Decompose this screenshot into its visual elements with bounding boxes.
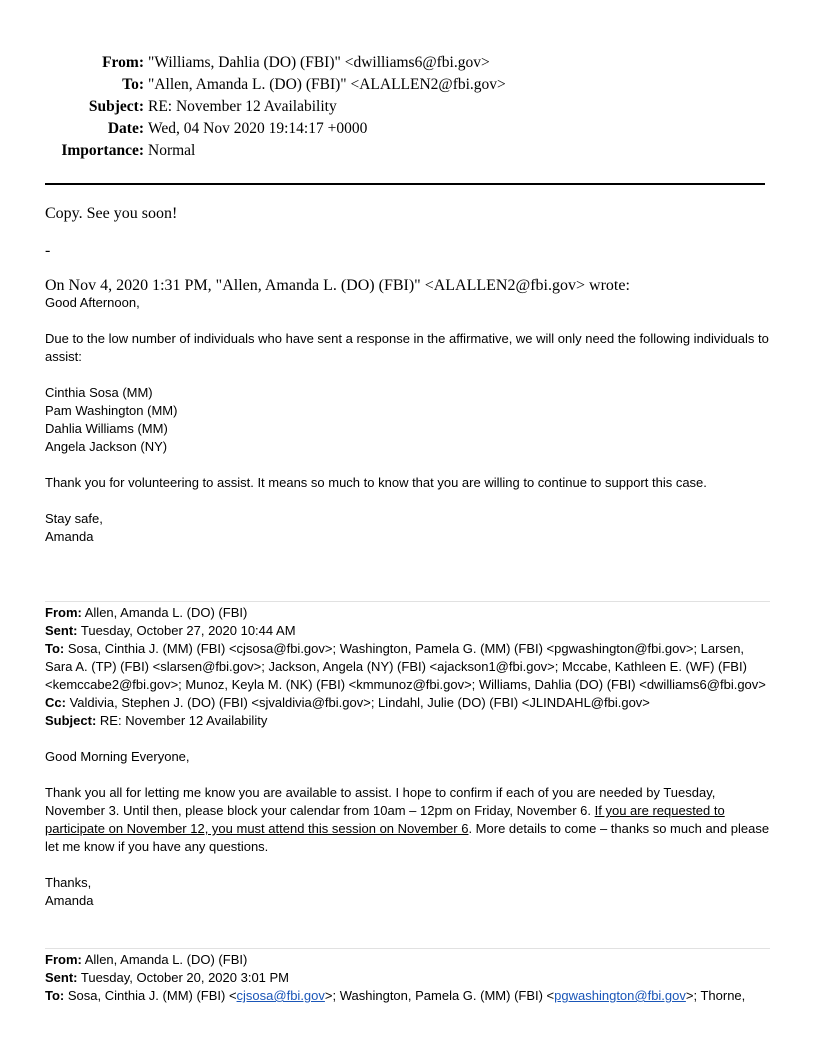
quote-intro: On Nov 4, 2020 1:31 PM, "Allen, Amanda L. (DO) (FBI)" <ALALLEN2@fbi.gov> wrote:	[45, 277, 630, 294]
msg2-signature: Amanda	[45, 893, 94, 908]
msg2-from-row	[45, 604, 770, 622]
msg2-sent-value: Tuesday, October 27, 2020 10:44 AM	[80, 623, 296, 638]
quoted-greeting: Good Afternoon,	[45, 295, 140, 310]
msg3-to-suffix: >; Thorne,	[685, 988, 746, 1003]
msg2-subject-value: RE: November 12 Availability	[99, 713, 268, 728]
assist-name-3: Dahlia Williams (MM)	[45, 421, 168, 436]
assist-name-2: Pam Washington (MM)	[45, 403, 178, 418]
assist-name-4: Angela Jackson (NY)	[45, 439, 168, 454]
assist-name-1: Cinthia Sosa (MM)	[45, 385, 153, 400]
msg3-from-row	[45, 951, 770, 969]
quoted-signature: Amanda	[45, 529, 94, 544]
from-label: From:	[102, 54, 144, 71]
quoted-paragraph-1: Due to the low number of individuals who have sent a response in the affirmative, we will only need the following individuals to assist:	[45, 331, 769, 364]
msg2-sent-label: Sent:	[45, 623, 78, 638]
importance-label: Importance:	[61, 142, 144, 159]
importance-value: Normal	[148, 142, 196, 159]
to-label: To:	[122, 76, 144, 93]
header-divider	[45, 183, 765, 185]
msg2-cc-value: Valdivia, Stephen J. (DO) (FBI) <sjvaldivia@fbi.gov>; Lindahl, Julie (DO) (FBI) <JLINDAHL@fbi.gov>	[69, 695, 650, 710]
subject-value: RE: November 12 Availability	[148, 98, 337, 115]
msg3-from-label: From:	[45, 952, 82, 967]
message-3	[45, 951, 770, 1005]
reply-dash: -	[45, 242, 51, 259]
date-label: Date:	[107, 120, 144, 137]
from-value: "Williams, Dahlia (DO) (FBI)" <dwilliams6@fbi.gov>	[148, 54, 490, 71]
msg2-paragraph-underlined: If you are requested to participate on November 12, you must attend this session on November 6	[45, 803, 725, 836]
header-date-row	[45, 118, 765, 140]
msg3-to-label: To:	[45, 988, 65, 1003]
msg2-paragraph-part2: . More details to come – thanks so much and please let me know if you have any questions.	[45, 821, 770, 854]
msg2-from-label: From:	[45, 605, 82, 620]
msg3-to-row	[45, 987, 770, 1005]
msg2-paragraph-part1: Thank you all for letting me know you are available to assist. I hope to confirm if each of you are needed by Tuesday, November 3. Until then, please block your calendar from 10am – 12pm on Friday, November 6.	[45, 785, 716, 818]
msg2-cc-label: Cc:	[45, 695, 66, 710]
msg2-greeting: Good Morning Everyone,	[45, 749, 190, 764]
msg2-cc-row	[45, 694, 770, 712]
msg3-sent-row	[45, 969, 770, 987]
message-separator	[45, 948, 770, 949]
header-from-row	[45, 52, 765, 74]
msg2-to-row	[45, 640, 770, 694]
header-to-row	[45, 74, 765, 96]
to-value: "Allen, Amanda L. (DO) (FBI)" <ALALLEN2@fbi.gov>	[148, 76, 506, 93]
email-header	[45, 52, 765, 162]
msg2-paragraph	[45, 784, 770, 856]
message-2	[45, 604, 770, 910]
msg3-sent-label: Sent:	[45, 970, 78, 985]
quoted-closing: Stay safe,	[45, 511, 103, 526]
header-subject-row	[45, 96, 765, 118]
msg3-sent-value: Tuesday, October 20, 2020 3:01 PM	[80, 970, 290, 985]
header-importance-row	[45, 140, 765, 162]
msg2-to-label: To:	[45, 641, 65, 656]
msg2-subject-label: Subject:	[45, 713, 97, 728]
msg2-subject-row	[45, 712, 770, 730]
cjsosa-email-link[interactable]: cjsosa@fbi.gov	[236, 988, 325, 1003]
msg2-closing: Thanks,	[45, 875, 92, 890]
pgwashington-email-link[interactable]: pgwashington@fbi.gov	[554, 988, 686, 1003]
msg2-from-value: Allen, Amanda L. (DO) (FBI)	[84, 605, 248, 620]
subject-label: Subject:	[88, 98, 144, 115]
msg2-to-value: Sosa, Cinthia J. (MM) (FBI) <cjsosa@fbi.gov>; Washington, Pamela G. (MM) (FBI) <pgwashington@fbi.gov>; Larsen, Sara A. (TP) (FBI) <slarsen@fbi.gov>; Jackson, Angela (NY) (FBI) <ajackson1@fbi.gov>; Mccabe, Kathleen E. (WF) (FBI) <kemccabe2@fbi.gov>; Munoz, Keyla M. (NK) (FBI) <kmmunoz@fbi.gov>; Williams, Dahlia (DO) (FBI) <dwilliams6@fbi.gov>	[45, 641, 766, 692]
msg3-to-mid: >; Washington, Pamela G. (MM) (FBI) <	[324, 988, 555, 1003]
quoted-paragraph-2: Thank you for volunteering to assist. It means so much to know that you are willing to continue to support this case.	[45, 475, 707, 490]
reply-text: Copy. See you soon!	[45, 205, 178, 222]
msg2-sent-row	[45, 622, 770, 640]
msg3-to-prefix: Sosa, Cinthia J. (MM) (FBI) <	[67, 988, 237, 1003]
date-value: Wed, 04 Nov 2020 19:14:17 +0000	[148, 120, 368, 137]
quoted-body	[45, 294, 770, 546]
message-separator	[45, 601, 770, 602]
msg3-from-value: Allen, Amanda L. (DO) (FBI)	[84, 952, 248, 967]
